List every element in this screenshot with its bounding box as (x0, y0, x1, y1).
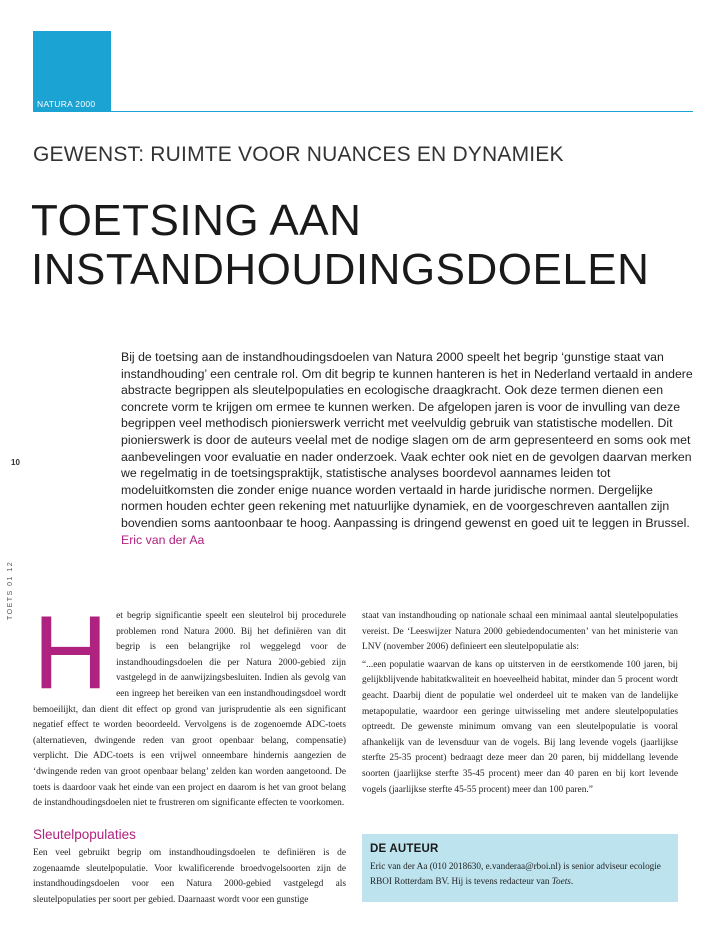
right-column-quote: “...een populatie waarvan de kans op uitsterven in de eerstkomende 100 jaren, bij gelijkblijvende habitatkwaliteit en hoeveelheid habitat, minder dan 5 procent wordt geacht. Daarbij dient de populatie wel onderdeel uit te maken van de landelijke metapopulatie, waardoor een geringe uitwisseling met andere sleutelpopulaties optreedt. De gewenste minimum omvang van een sleutelpopulatie is vooral afhankelijk van de levensduur van de vogels. Bij lang levende vogels (jaarlijkse sterfte 25-35 procent) bedraagt deze meer dan 20 paren, bij middellang levende soorten (jaarlijkse sterfte 35-45 procent) meer dan 40 paren en bij kort levende vogels (jaarlijkse sterfte 45-55 procent) meer dan 100 paren.” (362, 659, 678, 795)
header-rule (33, 111, 693, 112)
intro-author: Eric van der Aa (121, 532, 205, 547)
journal-issue-label: TOETS 01 12 (7, 560, 14, 620)
author-bio: Eric van der Aa (010 2018630, e.vanderaa@rboi.nl) is senior adviseur ecologie RBOI Rotterdam BV. Hij is tevens redacteur van (370, 861, 661, 886)
left-column-text: et begrip significantie speelt een sleutelrol bij procedurele problemen rond Natura 2000. Bij het definiëren van dit begrip is een belangrijke rol weggelegd voor de instandhoudingsdoelen die per Natura 2000-gebied zijn vastgelegd in de aanwijzingsbesluiten. Indien als gevolg van een ingreep het bereiken van een instandhoudingsdoel wordt bemoeilijkt, dan dient dit effect op grond van jurisprudentie als een significant negatief effect te worden beoordeeld. Vervolgens is de zogenoemde ADC-toets (alternatieven, dwingende reden van groot openbaar belang, compensatie) verplicht. Die ADC-toets is een vrijwel onneembare hindernis aangezien de ‘dwingende reden van groot openbaar belang’ zelden kan worden aangetoond. De toets is daardoor vaak het einde van een project en daarom is het van groot belang de instandhoudingsdoelen niet te frustreren om significante effecten te voorkomen. (33, 611, 346, 809)
right-column-paragraph-1: staat van instandhouding op nationale schaal een minimaal aantal sleutelpopulaties vereist. De ‘Leeswijzer Natura 2000 gebiedendocumenten’ van het ministerie van LNV (november 2006) definieert een sleutelpopulatie als: (362, 611, 678, 653)
intro-text: Bij de toetsing aan de instandhoudingsdoelen van Natura 2000 speelt het begrip ‘gunstige staat van instandhouding’ een centrale rol. Om dit begrip te kunnen hanteren is het in Nederland vertaald in andere abstracte begrippen als sleutelpopulaties en ecologische draagkracht. Ook deze termen dienen een concrete vorm te krijgen om ermee te kunnen werken. De afgelopen jaren is voor de invulling van deze begrippen veel methodisch pionierswerk verricht met veelvuldig gebruik van statistische modellen. Dit pionierswerk is door de auteurs veelal met de nodige slagen om de arm gepresenteerd en soms ook met aanbevelingen voor evaluatie en nader onderzoek. Vaak echter ook niet en de gevolgen daarvan merken we regelmatig in de toetsingspraktijk, statistische analyses boordevol aannames leiden tot modeluitkomsten die zonder enige nuance worden vertaald in harde juridische normen. Dergelijke normen houden echter geen rekening met natuurlijke dynamiek, en de voorgeschreven aantallen zijn bovendien soms aantoonbaar te hoog. Aanpassing is dringend gewenst en goed uit te leggen in Brussel. (121, 350, 693, 530)
author-box-text (370, 859, 670, 888)
section-tag: NATURA 2000 (33, 97, 111, 111)
section-column (33, 846, 346, 908)
right-column (362, 609, 678, 798)
drop-cap: H (33, 595, 109, 711)
page-number: 10 (11, 458, 20, 467)
section-heading: Sleutelpopulaties (33, 827, 136, 842)
intro-paragraph (121, 349, 696, 548)
author-box (362, 834, 678, 902)
title-line-2: INSTANDHOUDINGSDOELEN (31, 245, 650, 294)
title-line-1: TOETSING AAN (31, 196, 362, 245)
article-title (31, 196, 649, 294)
section-text: Een veel gebruikt begrip om instandhoudingsdoelen te definiëren is de zogenaamde sleutelpopulatie. Voor kwalificerende broedvogelsoorten zijn de instandhoudingsdoelen voor een Natura 2000-gebied vastgelegd als sleutelpopulaties per soort per gebied. Daarnaast wordt voor een gunstige (33, 848, 346, 905)
author-box-heading: DE AUTEUR (370, 843, 439, 855)
header-color-block (33, 31, 111, 97)
author-bio-end: . (570, 875, 574, 886)
article-subtitle: GEWENST: RUIMTE VOOR NUANCES EN DYNAMIEK (33, 143, 564, 166)
left-column (33, 595, 346, 812)
journal-name: Toets (551, 875, 571, 886)
